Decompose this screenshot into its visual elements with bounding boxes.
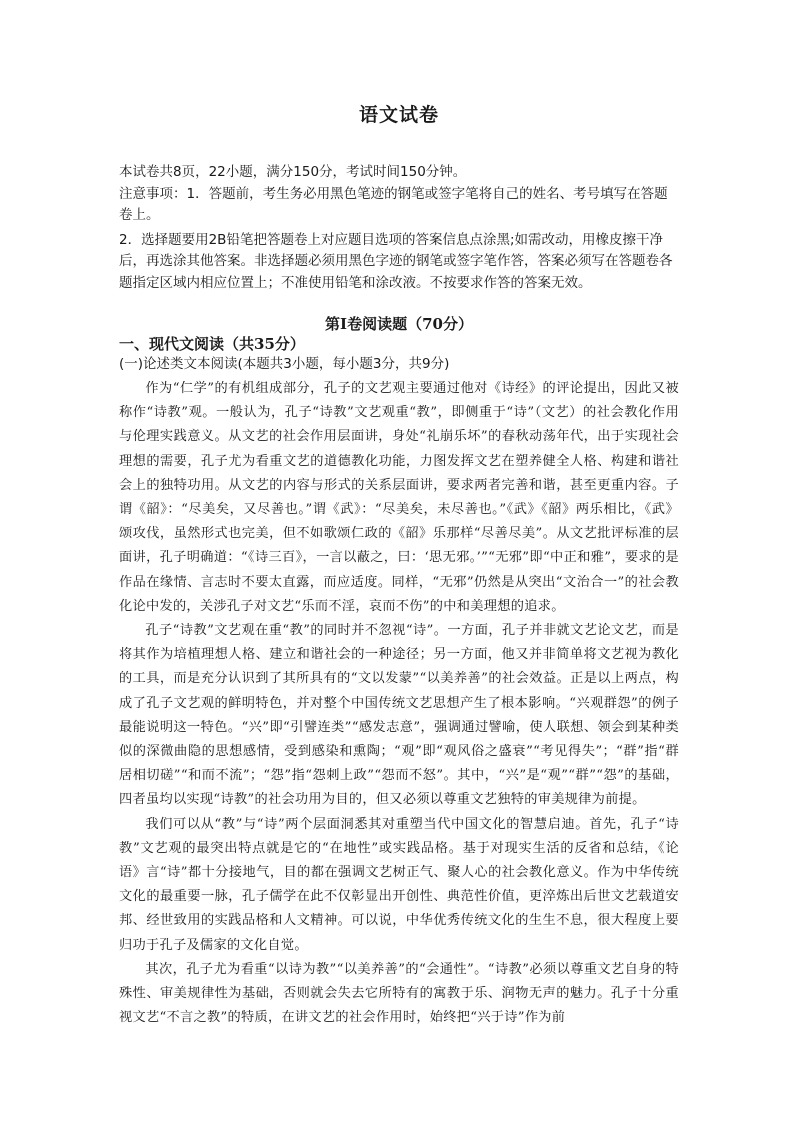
passage-paragraph: 作为“仁学”的有机组成部分，孔子的文艺观主要通过他对《诗经》的评论提出，因此又被称作“诗教”观。一般认为，孔子“诗教”文艺观重“教”，即侧重于“诗”（文艺）的社会教化作用与伦理实践意义。从文艺的社会作用层面讲，身处“礼崩乐坏”的春秋动荡年代，出于实现社会理想的需要，孔子尤为看重文艺的道德教化功能，力图发挥文艺在塑养健全人格、构建和谐社会上的独特功用。从文艺的内容与形式的关系层面讲，要求两者完善和谐，甚至更重内容。子谓《韶》：“尽美矣，又尽善也。”谓《武》：“尽美矣，未尽善也。”《武》《韶》两乐相比，《武》颂攻伐，虽然形式也完美，但不如歌颂仁政的《韶》乐那样“尽善尽美”。从文艺批评标准的层面讲，孔子明确道：“《诗三百》，一言以蔽之，曰：‘思无邪。’”“无邪”即“中正和雅”，要求的是作品在缘情、言志时不要太直露，而应适度。同样，“无邪”仍然是从突出“文治合一”的社会教化论中发的，关涉孔子对文艺“乐而不淫，哀而不伤”的中和美理想的追求。 bbox=[119, 381, 679, 614]
section-title: 第Ⅰ卷阅读题（70分） bbox=[325, 315, 473, 333]
passage-paragraph: 其次，孔子尤为看重“以诗为教”“以美养善”的“会通性”。“诗教”必须以尊重文艺自身的特殊性、审美规律性为基础，否则就会失去它所特有的寓教于乐、润物无声的魅力。孔子十分重视文艺“不言之教”的特质，在讲文艺的社会作用时，始终把“兴于诗”作为前 bbox=[119, 961, 679, 1026]
reading-passage bbox=[119, 377, 679, 1030]
passage-paragraph: 孔子“诗教”文艺观在重“教”的同时并不忽视“诗”。一方面，孔子并非就文艺论文艺，而是将其作为培植理想人格、建立和谐社会的一种途径；另一方面，他又并非简单将文艺视为教化的工具，而是充分认识到了其所具有的“文以发蒙”“以美养善”的社会效益。正是以上两点，构成了孔子文艺观的鲜明特色，并对整个中国传统文艺思想产生了根本影响。“兴观群怨”的例子最能说明这一特色。“兴”即“引譬连类”“感发志意”，强调通过譬喻，使人联想、领会到某种类似的深微曲隐的思想感情，受到感染和熏陶；“观”即“观风俗之盛衰”“考见得失”；“群”指“群居相切磋”“和而不流”；“怨”指“怨刺上政”“怨而不怒”。其中，“兴”是“观”“群”“怨”的基础，四者虽均以实现“诗教”的社会功用为目的，但又必须以尊重文艺独特的审美规律为前提。 bbox=[119, 623, 679, 808]
part-title: 一、现代文阅读（共35分） bbox=[119, 335, 305, 353]
passage-paragraph: 我们可以从“教”与“诗”两个层面洞悉其对重塑当代中国文化的智慧启迪。首先，孔子“诗教”文艺观的最突出特点就是它的“在地性”或实践品格。基于对现实生活的反省和总结，《论语》言“诗”都十分接地气，目的都在强调文艺树正气、聚人心的社会教化意义。作为中华传统文化的最重要一脉，孔子儒学在此不仅彰显出开创性、典范性价值，更淬炼出后世文艺载道安邦、经世致用的实践品格和人文精神。可以说，中华优秀传统文化的生生不息，很大程度上要归功于孔子及儒家的文化自觉。 bbox=[119, 816, 679, 953]
exam-instructions bbox=[119, 162, 679, 294]
instruction-line: 注意事项：1．答题前，考生务必用黑色笔迹的钢笔或签字笔将自己的姓名、考号填写在答题卷上。 bbox=[119, 185, 668, 223]
instruction-line: 本试卷共8页，22小题，满分150分，考试时间150分钟。 bbox=[119, 164, 467, 180]
exam-title: 语文试卷 bbox=[358, 104, 439, 126]
exam-page bbox=[119, 100, 679, 1030]
sub-section-title: (一)论述类文本阅读(本题共3小题，每小题3分，共9分) bbox=[119, 356, 450, 372]
instruction-line: 2．选择题要用2B铅笔把答题卷上对应题目选项的答案信息点涂黑;如需改动，用橡皮擦干净后，再选涂其他答案。非选择题必须用黑色字迹的钢笔或签字笔作答，答案必须写在答题卷各题指定区域内相应位置上；不准使用铅笔和涂改液。不按要求作答的答案无效。 bbox=[119, 231, 673, 291]
